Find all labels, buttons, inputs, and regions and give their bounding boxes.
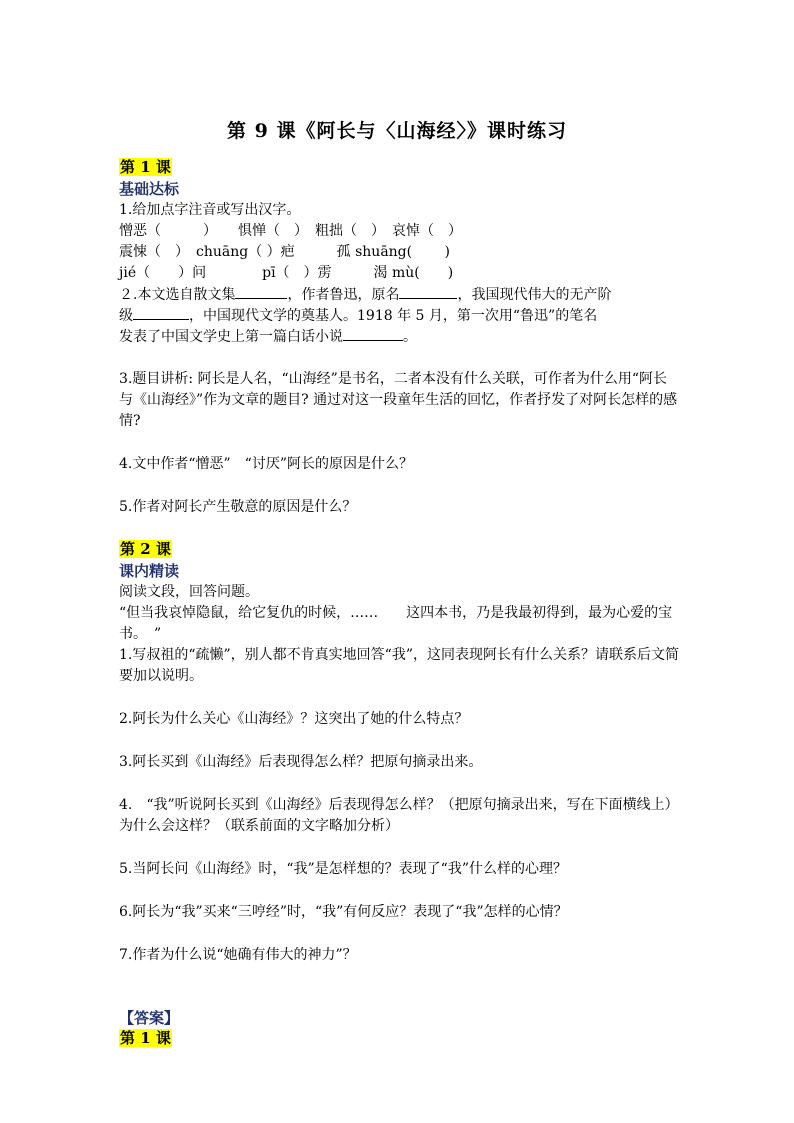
lesson2-q6: 6.阿长为“我”买来“三哼经”时，“我”有何反应？表现了“我”怎样的心情？ [119,904,568,920]
lesson1-q4: 4.文中作者“憎恶” “讨厌”阿长的原因是什么？ [119,456,413,472]
lesson1-q1-row2: 震悚（ ） chuāng（ ）疤 孤 shuāng( ) [119,244,451,260]
q2-text-a: ２.本文选自散文集 [119,287,236,303]
lesson2-q7: 7.作者为什么说“她确有伟大的神力”？ [119,947,357,963]
lesson2-subheading: 课内精读 [119,562,180,580]
lesson2-q3: 3.阿长买到《山海经》后表现得怎么样？把原句摘录出来。 [119,754,483,770]
lesson1-q5: 5.作者对阿长产生敬意的原因是什么？ [119,499,357,515]
lesson2-q4: 4. “我”听说阿长买到《山海经》后表现得怎么样？（把原句摘录出来，写在下面横线上）为什么会这样？（联系前面的文字略加分析） [119,797,679,834]
q2-text-d: 级 [119,308,133,324]
lesson1-q1-row3: jié（ ）问 pī（ ）雳 渴 mù( ) [119,265,454,281]
lesson1-q2-line3 [119,326,679,347]
lesson1-q1-row1: 憎恶（ ） 惧惮（ ） 粗拙（ ） 哀悼（ ） [119,223,462,239]
lesson1-q3: 3.题目讲析: 阿长是人名，“山海经”是书名，二者本没有什么关联，可作者为什么用“阿长与《山海经》”作为文章的题目? 通过对这一段童年生活的回忆，作者抒发了对阿长怎样的感情? [119,371,678,429]
lesson1-heading: 第 1 课 [120,158,171,176]
document-body [119,158,679,1050]
lesson2-quote: “但当我哀悼隐鼠，给它复仇的时候，…… 这四本书，乃是我最初得到，最为心爱的宝书。 ” [119,605,673,642]
lesson1-q2-line2 [119,305,679,326]
lesson1-subheading: 基础达标 [119,180,180,198]
q2-text-f: 发表了中国文学史上第一篇白话小说 [119,329,343,345]
lesson2-heading: 第 2 课 [120,540,171,558]
lesson2-q1: 1.写叔祖的“疏懒”，别人都不肯真实地回答“我”，这同表现阿长有什么关系？请联系后文简要加以说明。 [119,647,679,684]
q2-text-e: ，中国现代文学的奠基人。1918 年 5 月，第一次用“鲁迅”的笔名 [189,308,598,324]
q2-blank-2 [399,284,457,299]
q2-text-b: ，作者鲁迅，原名 [287,287,400,303]
lesson1-q1: 1.给加点字注音或写出汉字。 [119,202,301,218]
q2-text-c: ，我国现代伟大的无产阶 [457,287,612,303]
answer-label: 【答案】 [119,1009,180,1027]
lesson2-q5: 5.当阿长问《山海经》时，“我”是怎样想的？表现了“我”什么样的心理？ [119,861,567,877]
document-title: 第 9 课《阿长与〈山海经〉》课时练习 [227,120,567,142]
lesson1-q2-line1 [119,284,679,305]
q2-blank-4 [343,326,403,341]
lesson2-q2: 2.阿长为什么关心《山海经》？这突出了她的什么特点？ [119,711,469,727]
q2-text-g: 。 [403,329,417,345]
q2-blank-1 [235,284,287,299]
lesson2-intro: 阅读文段，回答问题。 [119,584,259,600]
answer-heading: 第 1 课 [120,1029,171,1047]
q2-blank-3 [133,305,189,320]
